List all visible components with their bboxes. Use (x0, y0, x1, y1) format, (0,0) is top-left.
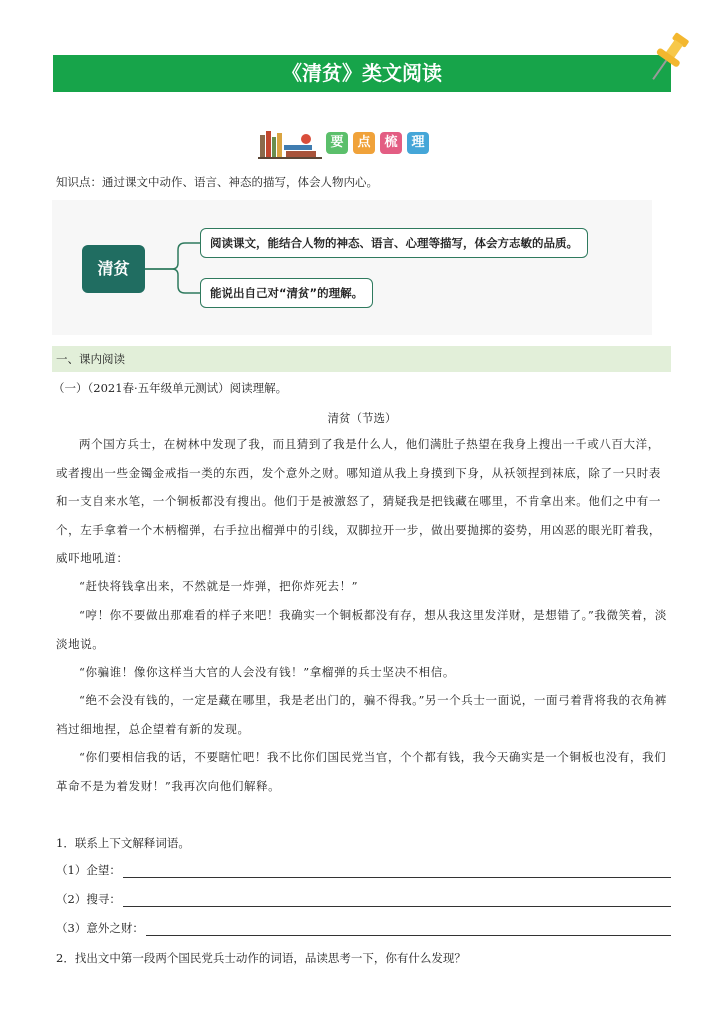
mindmap (52, 200, 652, 335)
section-badges (326, 132, 429, 154)
badge-char: 点 (353, 132, 375, 154)
mindmap-branch: 能说出自己对“清贫”的理解。 (200, 278, 373, 308)
answer-label: （3）意外之财： (56, 921, 144, 935)
exercise-heading: （一）（2021春·五年级单元测试）阅读理解。 (53, 381, 288, 395)
page-title: 《清贫》类文阅读 (53, 55, 671, 92)
passage-paragraph: “哼！你不要做出那难看的样子来吧！我确实一个铜板都没有存，想从我这里发洋财，是想错了。”我微笑着，淡淡地说。 (56, 608, 668, 651)
passage-title: 清贫（节选） (327, 411, 397, 425)
answer-blank[interactable] (123, 893, 671, 907)
section-heading: 一、课内阅读 (52, 346, 671, 372)
mindmap-root: 清贫 (82, 245, 145, 293)
question-2: 2．找出文中第一段两个国民党兵士动作的词语，品读思考一下，你有什么发现？ (56, 951, 466, 965)
answer-blank[interactable] (146, 922, 671, 936)
answer-blank[interactable] (123, 864, 671, 878)
mindmap-branch: 阅读课文，能结合人物的神态、语言、心理等描写，体会方志敏的品质。 (200, 228, 588, 258)
badge-char: 梳 (380, 132, 402, 154)
passage-paragraph: “赶快将钱拿出来，不然就是一炸弹，把你炸死去！” (79, 579, 359, 593)
answer-row (56, 920, 671, 936)
passage-paragraph: “你们要相信我的话，不要瞎忙吧！我不比你们国民党当官，个个都有钱，我今天确实是一个铜板也没有，我们革命不是为着发财！”我再次向他们解释。 (56, 750, 667, 793)
answer-label: （1）企望： (56, 863, 121, 877)
answer-row (56, 862, 671, 878)
answer-label: （2）搜寻： (56, 892, 121, 906)
question-1: 1．联系上下文解释词语。 (56, 836, 190, 850)
passage-paragraph: 两个国方兵士，在树林中发现了我，而且猜到了我是什么人，他们满肚子热望在我身上搜出一千或八百大洋，或者搜出一些金镯金戒指一类的东西，发个意外之财。哪知道从我上身摸到下身，从袄领捏到袜底，除了一只时表和一支自来水笔，一个铜板都没有搜出。他们于是被激怒了，猜疑我是把钱藏在哪里，不肯拿出来。他们之中有一个，左手拿着一个木柄榴弹，右手拉出榴弹中的引线，双脚拉开一步，做出要抛掷的姿势，用凶恶的眼光盯着我，威吓地吼道： (56, 437, 661, 565)
answer-row (56, 891, 671, 907)
passage-paragraph: “你骗谁！像你这样当大官的人会没有钱！”拿榴弹的兵士坚决不相信。 (79, 665, 455, 679)
knowledge-point: 知识点：通过课文中动作、语言、神态的描写，体会人物内心。 (56, 175, 378, 189)
pushpin-icon (638, 28, 698, 88)
badge-char: 要 (326, 132, 348, 154)
passage-paragraph: “绝不会没有钱的，一定是藏在哪里，我是老出门的，骗不得我。”另一个兵士一面说，一面弓着背将我的衣角裤裆过细地捏，总企望着有新的发现。 (56, 693, 668, 736)
badge-char: 理 (407, 132, 429, 154)
